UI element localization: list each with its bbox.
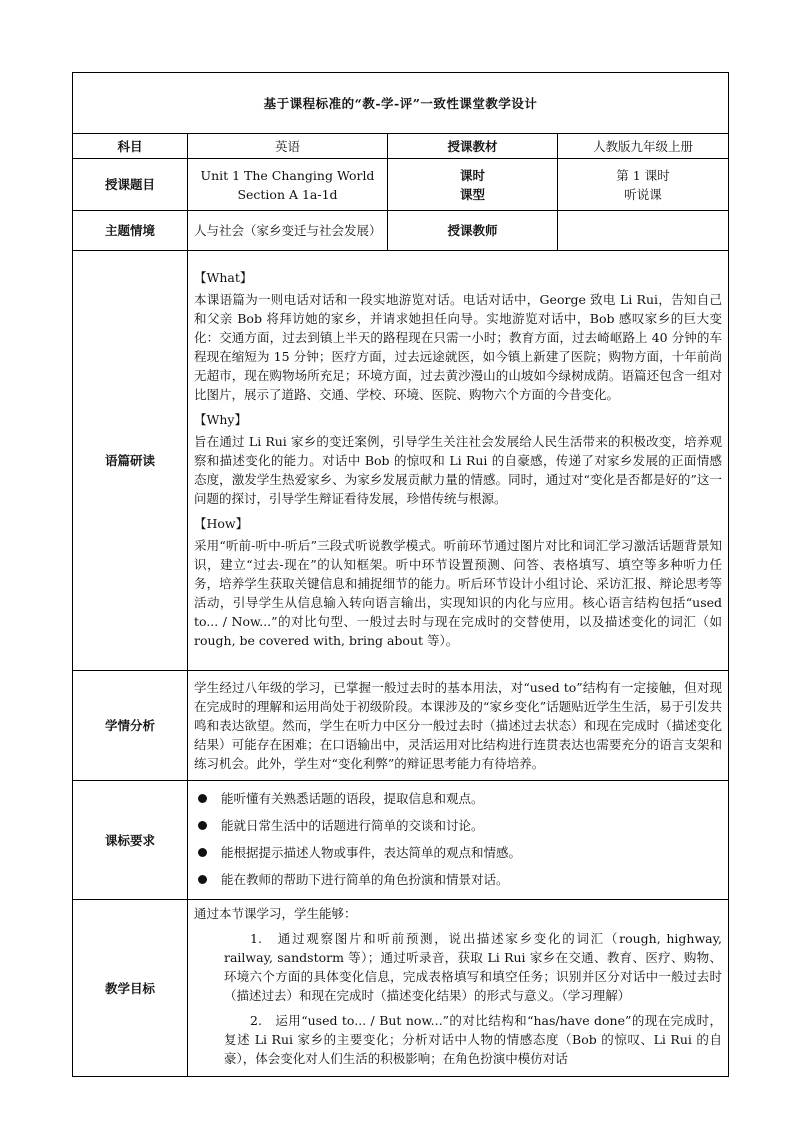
- learner-row: [73, 671, 729, 781]
- context-label: 主题情境: [73, 211, 188, 251]
- standard-item: [194, 816, 722, 835]
- bullet-icon: [198, 875, 207, 884]
- bullet-icon: [198, 794, 207, 803]
- standard-item: [194, 789, 722, 808]
- title-row: [73, 73, 729, 134]
- topic-label: 授课题目: [73, 159, 188, 211]
- topic-value: [188, 159, 388, 211]
- text-study-content: [188, 251, 729, 671]
- standards-row: [73, 781, 729, 900]
- period-value: 第 1 课时: [616, 167, 670, 183]
- period-type-labels: [388, 159, 558, 211]
- topic-row: [73, 159, 729, 211]
- standard-item: [194, 843, 722, 862]
- standards-label: 课标要求: [73, 781, 188, 900]
- topic-line-2: Section A 1a-1d: [237, 186, 338, 202]
- type-value: 听说课: [624, 186, 662, 202]
- standard-text: 能根据提示描述人物或事件，表达简单的观点和情感。: [221, 845, 522, 860]
- standard-item: [194, 870, 722, 889]
- textbook-label: 授课教材: [388, 134, 558, 159]
- period-label: 课时: [459, 167, 485, 183]
- how-paragraph: 采用“听前-听中-听后”三段式听说教学模式。听前环节通过图片对比和词汇学习激活话题背景知识，建立“过去-现在”的认知框架。听中环节设置预测、问答、表格填写、填空等多种听力任务，培养学生获取关键信息和捕捉细节的能力。听后环节设计小组讨论、采访汇报、辩论思考等活动，引导学生从信息输入转向语言输出，实现知识的内化与应用。核心语言结构包括“used to... / Now...”的对比句型、一般过去时与现在完成时的交替使用，以及描述变化的词汇（如 rough, be covered with, bring about 等）。: [194, 537, 723, 648]
- teacher-value: [558, 211, 729, 251]
- objective-item-1: 1. 通过观察图片和听前预测，说出描述家乡变化的词汇（rough, highway, railway, sandstorm 等）；通过听录音，获取 Li Rui 家乡在交通、教育、医疗、购物、环境六个方面的具体变化信息，完成表格填写和填空任务；识别并区分对话中一般过去时（描述过去）和现在完成时（描述变化结果）的形式与意义。（学习理解）: [224, 931, 723, 1003]
- lesson-plan-table: [72, 72, 729, 1077]
- how-heading: 【How】: [194, 515, 249, 531]
- textbook-value: 人教版九年级上册: [558, 134, 729, 159]
- objectives-label: 教学目标: [73, 900, 188, 1077]
- what-paragraph: 本课语篇为一则电话对话和一段实地游览对话。电话对话中，George 致电 Li Rui，告知自己和父亲 Bob 将拜访她的家乡，并请求她担任向导。实地游览对话中，Bob 感叹家乡的巨大变化：交通方面，过去到镇上半天的路程现在只需一小时；教育方面，过去崎岖路上 40 分钟的车程现在缩短为 15 分钟；医疗方面，过去远途就医，如今镇上新建了医院；购物方面，十年前尚无超市，现在购物场所充足；环境方面，过去黄沙漫山的山坡如今绿树成荫。语篇还包含一组对比图片，展示了道路、交通、学校、环境、医院、购物六个方面的今昔变化。: [194, 291, 723, 402]
- learner-paragraph: 学生经过八年级的学习，已掌握一般过去时的基本用法，对“used to”结构有一定接触，但对现在完成时的理解和运用尚处于初级阶段。本课涉及的“家乡变化”话题贴近学生生活，易于引发共鸣和表达欲望。然而，学生在听力中区分一般过去时（描述过去状态）和现在完成时（描述变化结果）可能存在困难；在口语输出中，灵活运用对比结构进行连贯表达也需要充分的语言支架和练习机会。此外，学生对“变化利弊”的辩证思考能力有待培养。: [188, 671, 729, 781]
- subject-value: 英语: [188, 134, 388, 159]
- standard-text: 能在教师的帮助下进行简单的角色扮演和情景对话。: [221, 872, 509, 887]
- period-type-values: [558, 159, 729, 211]
- context-row: [73, 211, 729, 251]
- objectives-content: [188, 900, 729, 1077]
- context-value: 人与社会（家乡变迁与社会发展）: [188, 211, 388, 251]
- teacher-label: 授课教师: [388, 211, 558, 251]
- standard-text: 能听懂有关熟悉话题的语段，提取信息和观点。: [221, 791, 484, 806]
- bullet-icon: [198, 848, 207, 857]
- text-study-row: [73, 251, 729, 671]
- what-heading: 【What】: [194, 269, 253, 285]
- bullet-icon: [198, 821, 207, 830]
- topic-line-1: Unit 1 The Changing World: [200, 167, 375, 183]
- objectives-row: [73, 900, 729, 1077]
- why-heading: 【Why】: [194, 411, 247, 427]
- why-paragraph: 旨在通过 Li Rui 家乡的变迁案例，引导学生关注社会发展给人民生活带来的积极改变，培养观察和描述变化的能力。对话中 Bob 的惊叹和 Li Rui 的自豪感，传递了对家乡发展的正面情感态度，激发学生热爱家乡、为家乡发展贡献力量的情感。同时，通过对“变化是否都是好的”这一问题的探讨，引导学生辩证看待发展，珍惜传统与根源。: [194, 433, 723, 506]
- learner-label: 学情分析: [73, 671, 188, 781]
- subject-row: [73, 134, 729, 159]
- type-label: 课型: [459, 186, 485, 202]
- text-study-label: 语篇研读: [73, 251, 188, 671]
- objectives-intro: 通过本节课学习，学生能够：: [194, 906, 357, 921]
- subject-label: 科目: [73, 134, 188, 159]
- document-title: 基于课程标准的“教-学-评”一致性课堂教学设计: [73, 73, 729, 134]
- objective-item-2: 2. 运用“used to... / But now...”的对比结构和“has/have done”的现在完成时，复述 Li Rui 家乡的主要变化；分析对话中人物的情感态度（Bob 的惊叹、Li Rui 的自豪），体会变化对人们生活的积极影响；在角色扮演中模仿对话: [224, 1013, 723, 1066]
- standards-list: [188, 781, 729, 900]
- standard-text: 能就日常生活中的话题进行简单的交谈和讨论。: [221, 818, 484, 833]
